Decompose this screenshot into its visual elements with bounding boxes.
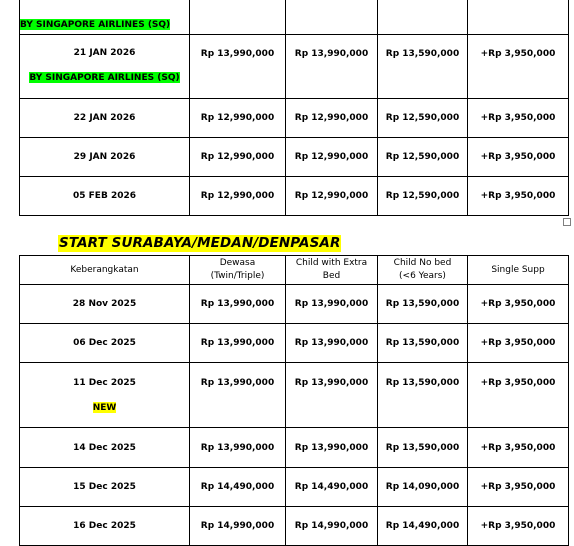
table-row	[20, 138, 569, 177]
dewasa-price: Rp 13,990,000	[190, 324, 286, 363]
new-badge: NEW	[92, 403, 117, 413]
single-supp-price: +Rp 3,950,000	[468, 35, 569, 99]
single-supp-price: +Rp 3,950,000	[468, 285, 569, 324]
single-supp-price: +Rp 3,950,000	[468, 99, 569, 138]
child-extra-bed-price: Rp 13,990,000	[286, 428, 378, 468]
table-row	[20, 177, 569, 216]
header-single-supp: Single Supp	[468, 256, 569, 285]
header-dewasa: Dewasa (Twin/Triple)	[190, 256, 286, 285]
table-row	[20, 0, 569, 35]
table-resize-handle[interactable]	[563, 218, 571, 226]
departure-date: 21 JAN 2026	[73, 48, 136, 58]
child-extra-bed-price: Rp 13,990,000	[286, 285, 378, 324]
price-table-sq	[19, 0, 569, 216]
dewasa-price: Rp 12,990,000	[190, 99, 286, 138]
child-no-bed-price: Rp 13,590,000	[378, 35, 468, 99]
departure-date: 06 Dec 2025	[20, 324, 190, 363]
dewasa-price: Rp 13,990,000	[190, 285, 286, 324]
child-no-bed-price: Rp 14,090,000	[378, 468, 468, 507]
airline-label: BY SINGAPORE AIRLINES (SQ)	[29, 73, 180, 83]
table-row	[20, 35, 569, 99]
table-row	[20, 363, 569, 428]
table-row	[20, 468, 569, 507]
single-supp-price: +Rp 3,950,000	[468, 363, 569, 428]
price-cell	[378, 0, 468, 35]
departure-date: 16 Dec 2025	[20, 507, 190, 546]
table-row	[20, 507, 569, 546]
child-extra-bed-price: Rp 14,490,000	[286, 468, 378, 507]
price-cell	[190, 0, 286, 35]
departure-cell	[20, 363, 190, 428]
dewasa-price: Rp 13,990,000	[190, 428, 286, 468]
departure-date: 14 Dec 2025	[20, 428, 190, 468]
child-no-bed-price: Rp 13,590,000	[378, 363, 468, 428]
departure-date: 22 JAN 2026	[20, 99, 190, 138]
single-supp-price: +Rp 3,950,000	[468, 138, 569, 177]
child-extra-bed-price: Rp 12,990,000	[286, 138, 378, 177]
price-table-surabaya	[19, 255, 569, 546]
header-child-no-bed: Child No bed (<6 Years)	[378, 256, 468, 285]
single-supp-price: +Rp 3,950,000	[468, 324, 569, 363]
single-supp-price: +Rp 3,950,000	[468, 507, 569, 546]
departure-cell	[20, 35, 190, 99]
child-no-bed-price: Rp 12,590,000	[378, 138, 468, 177]
header-departure: Keberangkatan	[20, 256, 190, 285]
child-extra-bed-price: Rp 12,990,000	[286, 99, 378, 138]
child-extra-bed-price: Rp 13,990,000	[286, 324, 378, 363]
dewasa-price: Rp 13,990,000	[190, 363, 286, 428]
dewasa-price: Rp 14,990,000	[190, 507, 286, 546]
departure-date: 11 Dec 2025	[73, 378, 136, 388]
dewasa-price: Rp 12,990,000	[190, 177, 286, 216]
section-title: START SURABAYA/MEDAN/DENPASAR	[59, 235, 341, 251]
child-extra-bed-price: Rp 14,990,000	[286, 507, 378, 546]
dewasa-price: Rp 14,490,000	[190, 468, 286, 507]
price-cell	[286, 0, 378, 35]
departure-date: 29 JAN 2026	[20, 138, 190, 177]
child-extra-bed-price: Rp 13,990,000	[286, 35, 378, 99]
child-extra-bed-price: Rp 13,990,000	[286, 363, 378, 428]
departure-cell	[20, 0, 190, 35]
single-supp-price: +Rp 3,950,000	[468, 428, 569, 468]
header-child-extra-bed: Child with Extra Bed	[286, 256, 378, 285]
airline-label: BY SINGAPORE AIRLINES (SQ)	[20, 20, 171, 30]
dewasa-price: Rp 13,990,000	[190, 35, 286, 99]
child-no-bed-price: Rp 14,490,000	[378, 507, 468, 546]
table-row	[20, 99, 569, 138]
table-header-row	[20, 256, 569, 285]
child-extra-bed-price: Rp 12,990,000	[286, 177, 378, 216]
single-supp-price: +Rp 3,950,000	[468, 468, 569, 507]
table-row	[20, 324, 569, 363]
child-no-bed-price: Rp 13,590,000	[378, 324, 468, 363]
departure-date: 28 Nov 2025	[20, 285, 190, 324]
child-no-bed-price: Rp 13,590,000	[378, 428, 468, 468]
single-supp-price: +Rp 3,950,000	[468, 177, 569, 216]
child-no-bed-price: Rp 12,590,000	[378, 177, 468, 216]
child-no-bed-price: Rp 13,590,000	[378, 285, 468, 324]
price-cell	[468, 0, 569, 35]
table-row	[20, 428, 569, 468]
child-no-bed-price: Rp 12,590,000	[378, 99, 468, 138]
departure-date: 15 Dec 2025	[20, 468, 190, 507]
dewasa-price: Rp 12,990,000	[190, 138, 286, 177]
departure-date: 05 FEB 2026	[20, 177, 190, 216]
table-row	[20, 285, 569, 324]
